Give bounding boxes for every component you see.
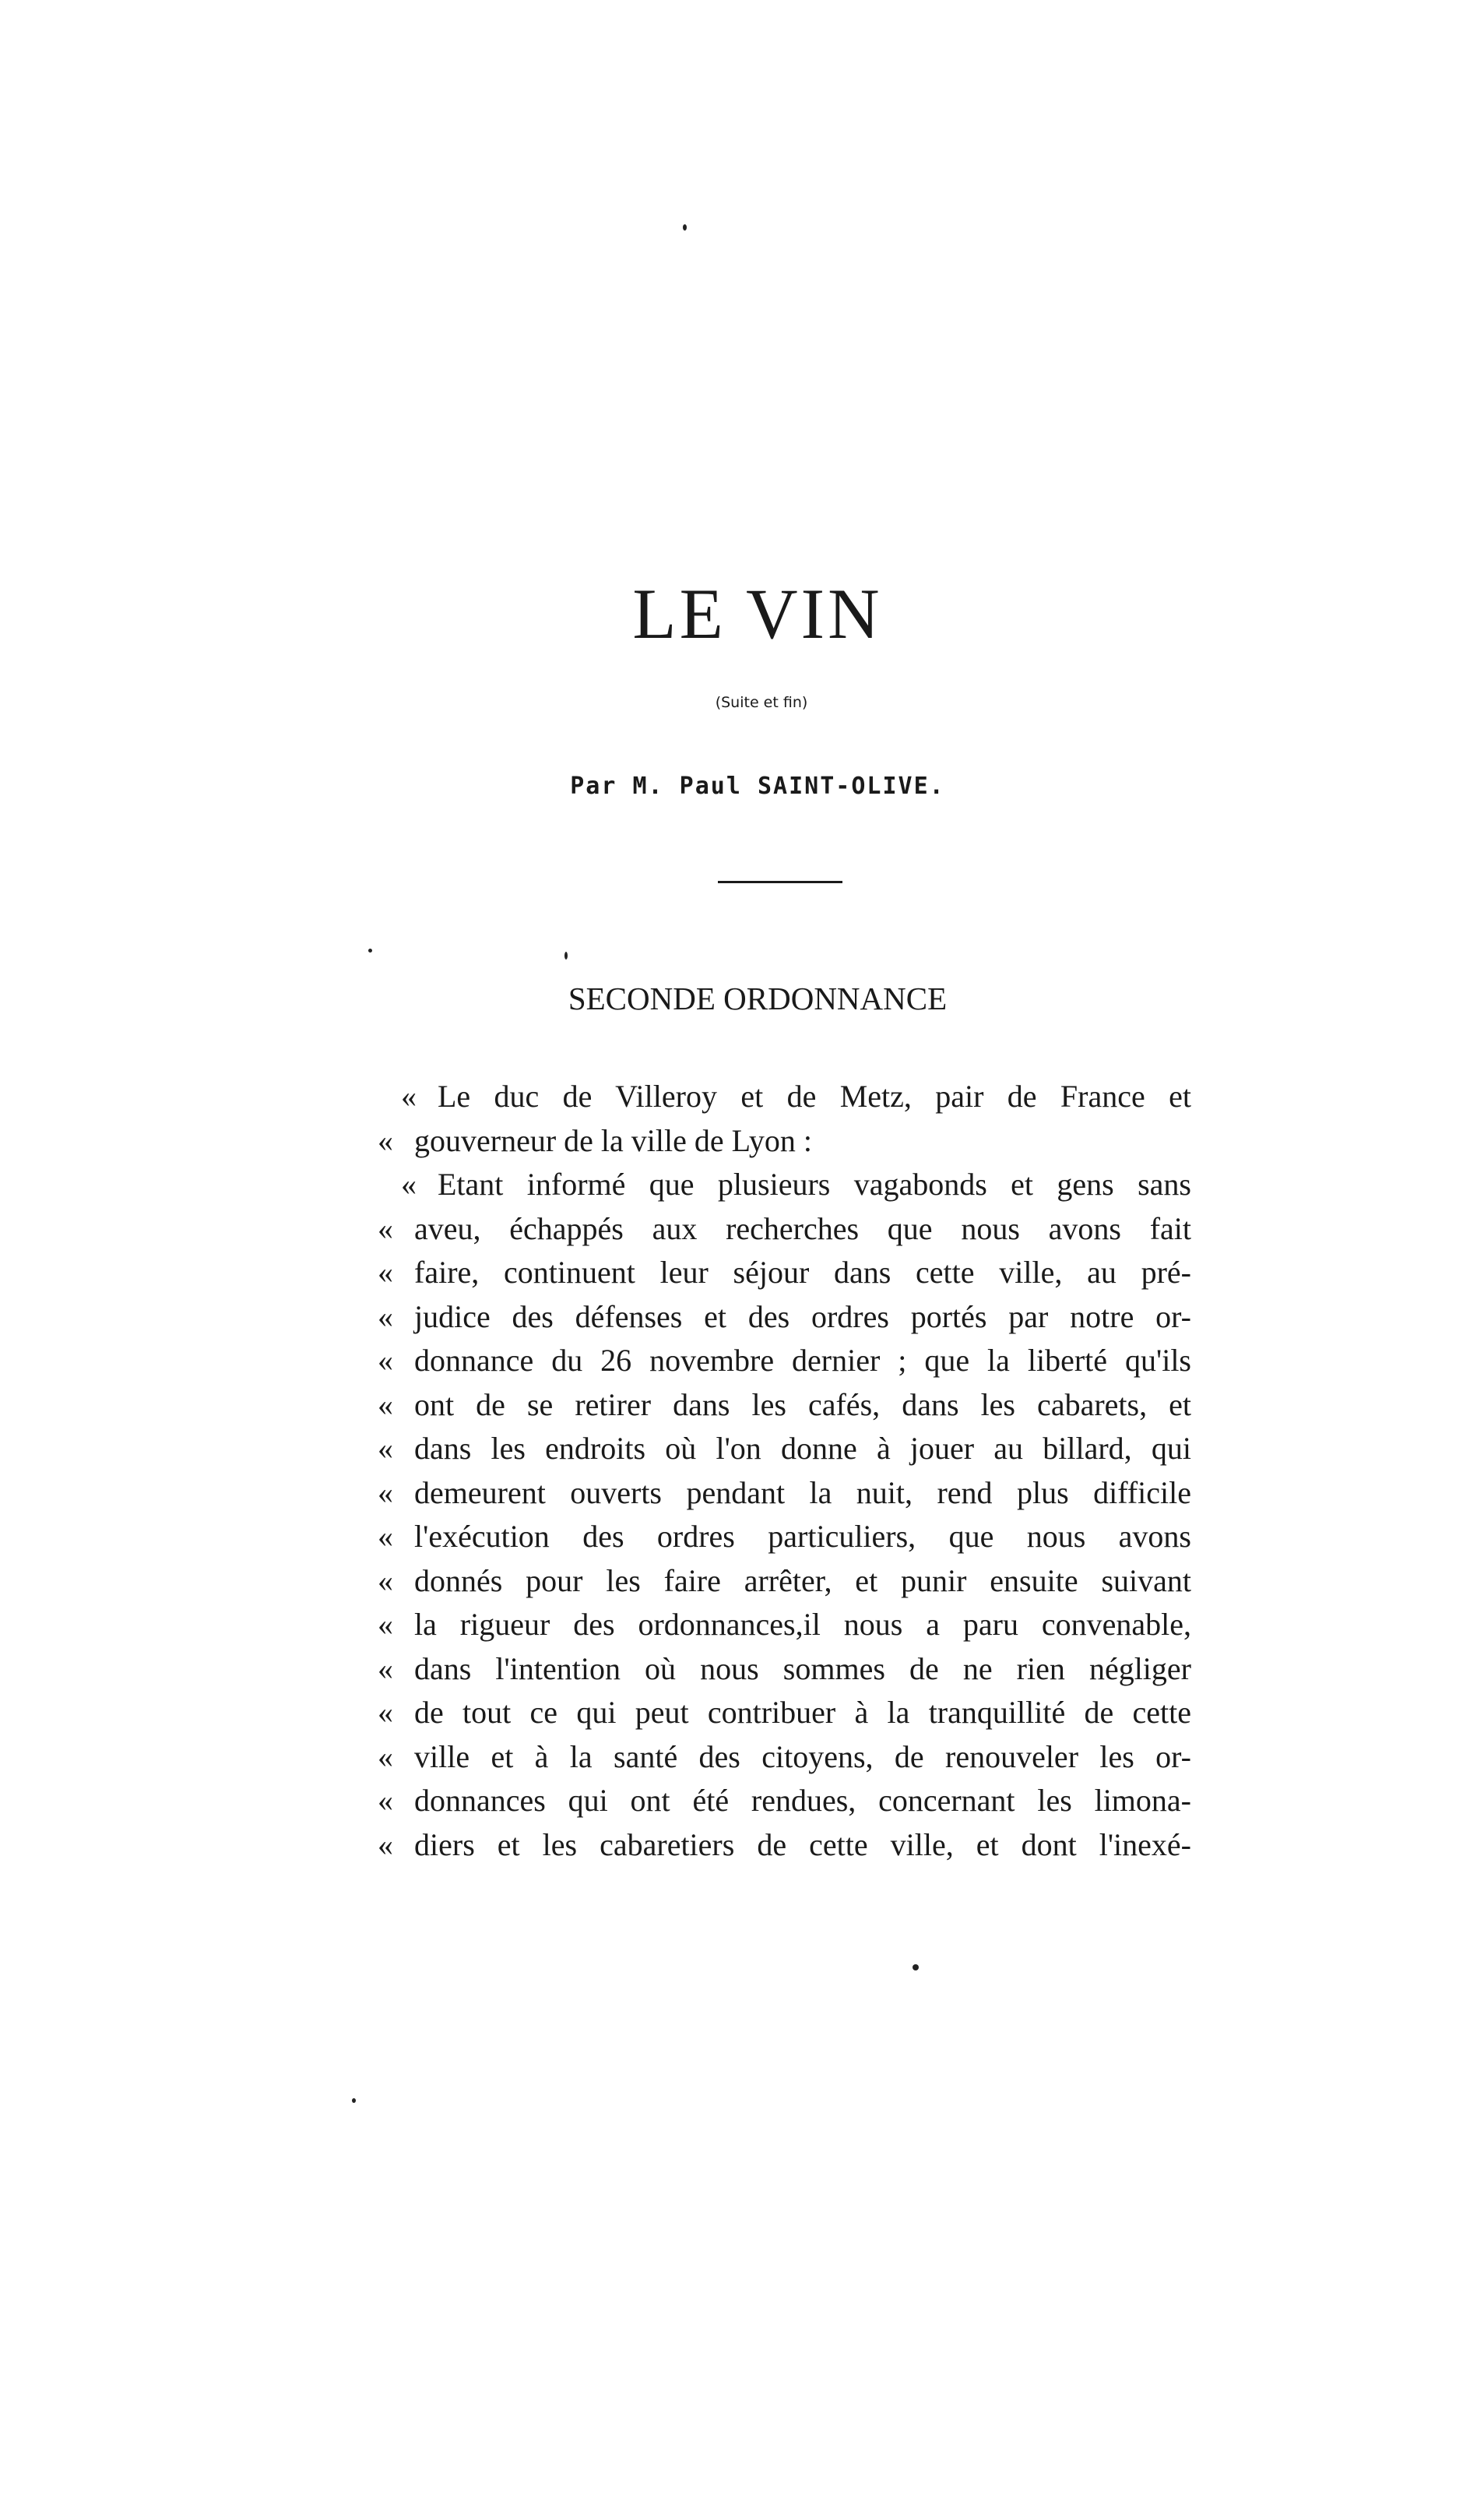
article-byline: Par M. Paul SAINT-OLIVE. <box>570 773 945 800</box>
text-line <box>366 1603 1191 1647</box>
section-heading: SECONDE ORDONNANCE <box>568 981 948 1016</box>
line-text: dans l'intention où nous sommes de ne rien négliger <box>414 1650 1191 1686</box>
guillemet: « <box>378 1738 393 1774</box>
guillemet: « <box>378 1122 393 1158</box>
text-line <box>366 1735 1191 1780</box>
guillemet: « <box>378 1562 393 1598</box>
text-line <box>366 1691 1191 1735</box>
text-line <box>366 1251 1191 1295</box>
line-text: judice des défenses et des ordres portés par notre or- <box>414 1298 1191 1334</box>
guillemet: « <box>378 1343 393 1378</box>
guillemet: « <box>378 1695 393 1730</box>
guillemet: « <box>378 1386 393 1422</box>
line-text: l'exécution des ordres particuliers, que nous avons <box>414 1519 1191 1554</box>
ink-speck <box>368 949 372 953</box>
text-line <box>366 1471 1191 1516</box>
line-text: donnance du 26 novembre dernier ; que la liberté qu'ils <box>414 1343 1191 1378</box>
text-line <box>366 1779 1191 1823</box>
ink-speck <box>352 2098 356 2103</box>
line-text: diers et les cabaretiers de cette ville, et dont l'inexé- <box>414 1826 1191 1862</box>
ink-speck <box>683 224 687 231</box>
guillemet: « <box>378 1210 393 1246</box>
line-text: demeurent ouverts pendant la nuit, rend plus difficile <box>414 1474 1191 1510</box>
line-text: de tout ce qui peut contribuer à la tranquillité de cette <box>414 1695 1191 1730</box>
guillemet: « <box>401 1079 417 1114</box>
line-text: faire, continuent leur séjour dans cette ville, au pré- <box>414 1255 1191 1290</box>
guillemet: « <box>401 1167 417 1202</box>
text-line <box>366 1207 1191 1252</box>
text-line <box>366 1427 1191 1471</box>
text-line <box>366 1383 1191 1428</box>
text-line <box>366 1559 1191 1604</box>
guillemet: « <box>378 1255 393 1290</box>
line-text: gouverneur de la ville de Lyon : <box>414 1122 812 1158</box>
guillemet: « <box>378 1474 393 1510</box>
article-subtitle: (Suite et fin) <box>715 694 808 711</box>
guillemet: « <box>378 1783 393 1818</box>
line-text: aveu, échappés aux recherches que nous avons fait <box>414 1210 1191 1246</box>
text-line <box>366 1163 1191 1207</box>
guillemet: « <box>378 1650 393 1686</box>
text-line <box>366 1075 1191 1119</box>
line-text: ont de se retirer dans les cafés, dans les cabarets, et <box>414 1386 1191 1422</box>
line-text: donnances qui ont été rendues, concernant les limona- <box>414 1783 1191 1818</box>
title-divider-rule <box>718 881 842 883</box>
line-text: la rigueur des ordonnances,il nous a paru convenable, <box>414 1607 1191 1642</box>
line-text: donnés pour les faire arrêter, et punir ensuite suivant <box>414 1562 1191 1598</box>
text-line <box>366 1339 1191 1383</box>
article-title: LE VIN <box>632 574 883 653</box>
guillemet: « <box>378 1826 393 1862</box>
ink-speck <box>564 952 568 960</box>
guillemet: « <box>378 1298 393 1334</box>
guillemet: « <box>378 1519 393 1554</box>
text-line <box>366 1295 1191 1340</box>
ink-speck <box>913 1964 919 1970</box>
line-text: dans les endroits où l'on donne à jouer au billard, qui <box>414 1431 1191 1466</box>
text-line <box>366 1647 1191 1692</box>
ordinance-text <box>366 1075 1191 1867</box>
text-line <box>366 1119 1191 1164</box>
line-text: ville et à la santé des citoyens, de renouveler les or- <box>414 1738 1191 1774</box>
guillemet: « <box>378 1431 393 1466</box>
text-line <box>366 1515 1191 1559</box>
line-text: Etant informé que plusieurs vagabonds et gens sans <box>438 1167 1191 1202</box>
text-line <box>366 1823 1191 1868</box>
line-text: Le duc de Villeroy et de Metz, pair de France et <box>438 1079 1191 1114</box>
guillemet: « <box>378 1607 393 1642</box>
